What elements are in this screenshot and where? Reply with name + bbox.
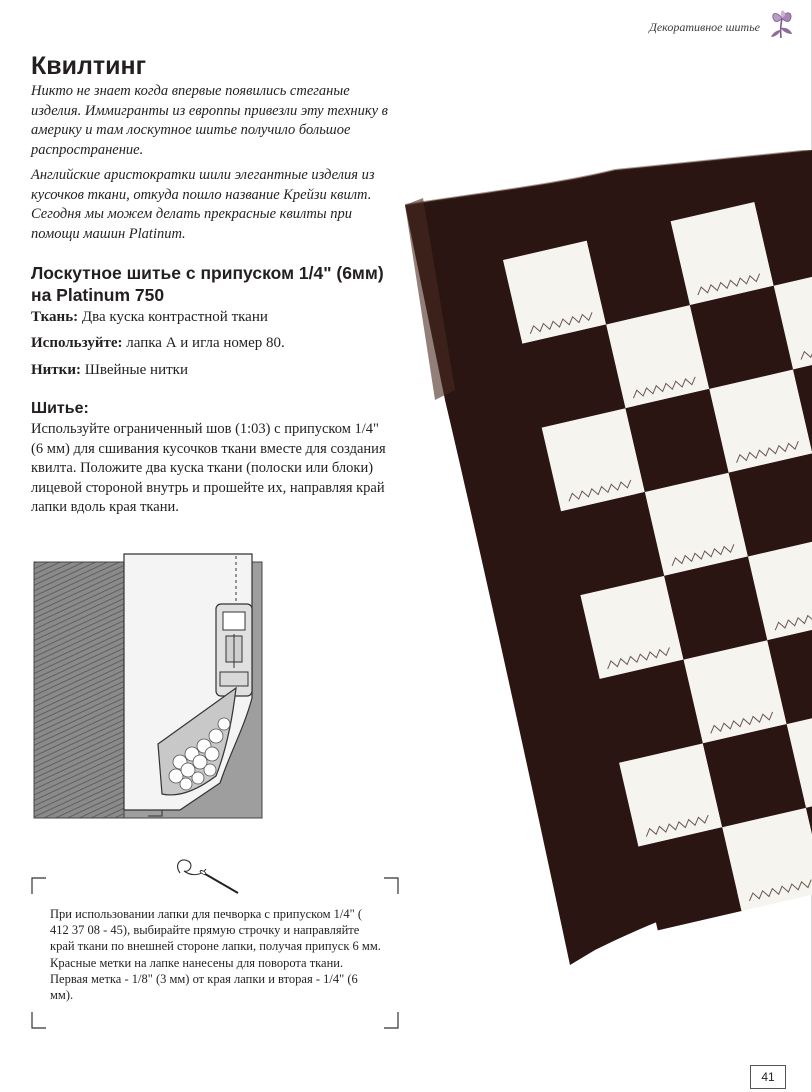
tip-text: При использовании лапки для печворка с припуском 1/4" ( 412 37 08 - 45), выбирайте прямую строчку и направляйте край ткани по внешней стороне лапки, получая припуск 6 мм. Красные метки на лапке нанесены для поворота ткани. Первая метка - 1/8" (3 мм) от края лапки и вторая - 1/4" (6 мм). [50, 907, 381, 1003]
flower-icon [766, 8, 796, 42]
spec-use [31, 335, 285, 352]
subheading: Лоскутное шитье с припуском 1/4" (6мм) на Platinum 750 [31, 263, 384, 305]
intro-paragraph-1: Никто не знает когда впервые появились стеганые изделия. Иммигранты из европпы привезли эту технику в америку и там лоскутное шитье получило большое распространение. [31, 83, 388, 158]
sewing-heading: Шитье: [31, 400, 89, 417]
spec-thread [31, 362, 188, 379]
spec-fabric-value: Два куска контрастной ткани [78, 309, 268, 325]
presser-foot-illustration [30, 548, 270, 823]
spec-thread-label: Нитки: [31, 362, 81, 378]
checkered-quilt-photo [405, 150, 812, 1030]
spec-fabric [31, 309, 268, 326]
presser-foot [216, 604, 252, 696]
spec-thread-value: Швейные нитки [80, 362, 188, 378]
section-tag: Декоративное шитье [649, 20, 760, 34]
page-number: 41 [750, 1065, 786, 1089]
sewing-text: Используйте ограниченный шов (1:03) с припуском 1/4" (6 мм) для сшивания кусочков ткани вместе для создания квилта. Положите два куска ткани (полоски или блоки) лицевой стороной внутрь и прошейте их, направляя край лапки вдоль края ткани. [31, 421, 386, 516]
spec-fabric-label: Ткань: [31, 309, 79, 325]
intro-paragraph-2: Английские аристократки шили элегантные изделия из кусочков ткани, откуда пошло название Крейзи квилт. Сегодня мы можем делать прекрасные квилты при помощи машин Platinum. [31, 167, 375, 242]
spec-use-value: лапка А и игла номер 80. [122, 335, 285, 351]
spec-use-label: Используйте: [31, 335, 123, 351]
page-title: Квилтинг [31, 52, 147, 80]
